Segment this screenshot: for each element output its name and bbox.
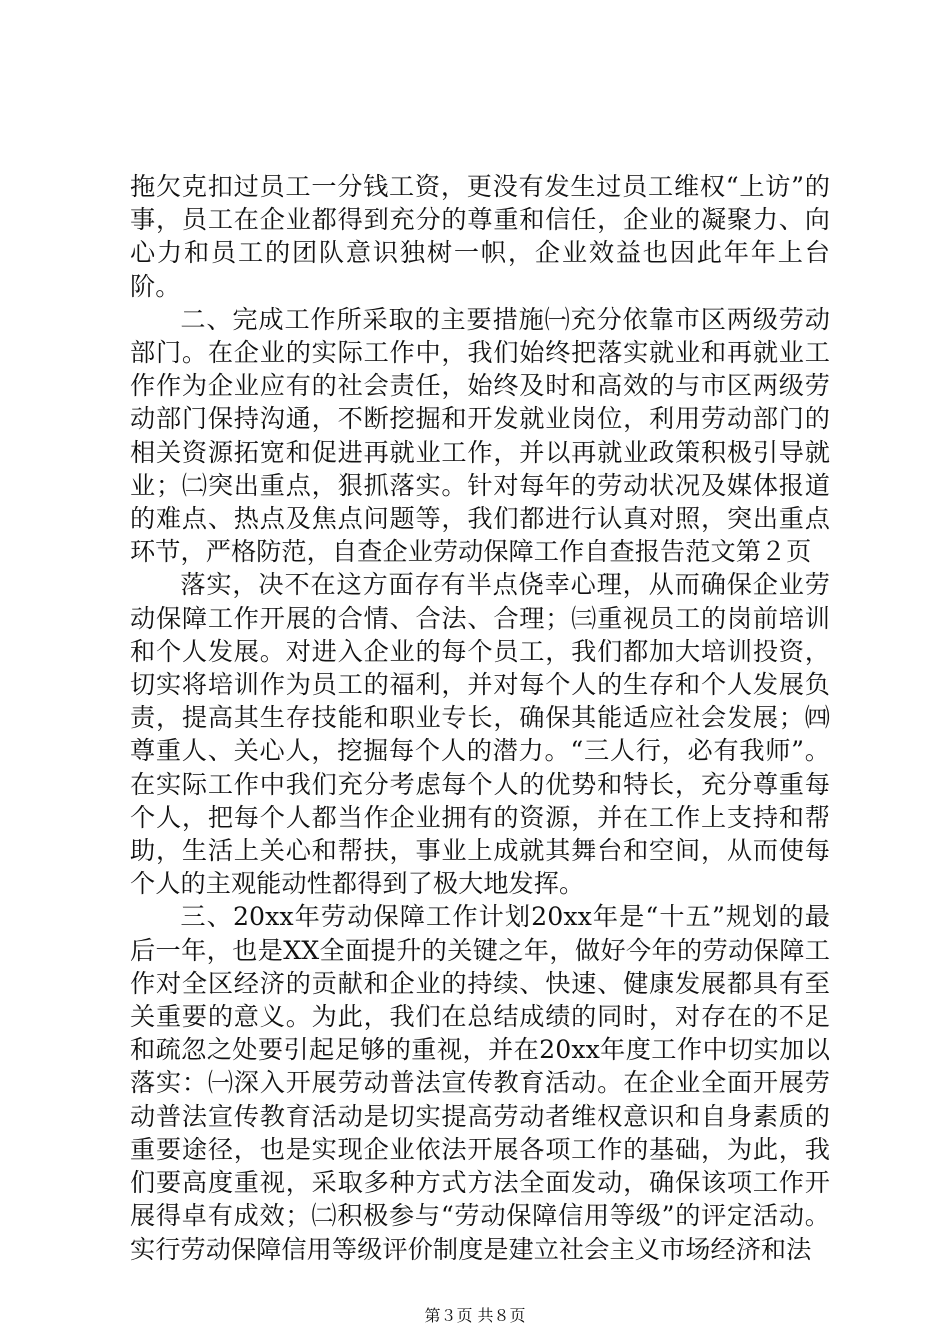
- paragraph-continuation: 拖欠克扣过员工一分钱工资，更没有发生过员工维权“上访”的事，员工在企业都得到充分的尊重和信任，企业的凝聚力、向心力和员工的团队意识独树一帜，企业效益也因此年年上台阶。: [130, 172, 830, 301]
- page-number: 第３页 共８页: [424, 1306, 526, 1325]
- paragraph-measures-continued: 落实，决不在这方面存有半点侥幸心理，从而确保企业劳动保障工作开展的合情、合法、合理；㈢重视员工的岗前培训和个人发展。对进入企业的每个员工，我们都加大培训投资，切实将培训作为员工的福利，并对每个人的生存和个人发展负责，提高其生存技能和职业专长，确保其能适应社会发展；㈣尊重人、关心人，挖掘每个人的潜力。“三人行，必有我师”。在实际工作中我们充分考虑每个人的优势和特长，充分尊重每个人，把每个人都当作企业拥有的资源，并在工作上支持和帮助，生活上关心和帮扶，事业上成就其舞台和空间，从而使每个人的主观能动性都得到了极大地发挥。: [130, 570, 830, 899]
- paragraph-measures: 二、完成工作所采取的主要措施㈠充分依靠市区两级劳动部门。在企业的实际工作中，我们始终把落实就业和再就业工作作为企业应有的社会责任，始终及时和高效的与市区两级劳动部门保持沟通，不断挖掘和开发就业岗位，利用劳动部门的相关资源拓宽和促进再就业工作，并以再就业政策积极引导就业；㈡突出重点，狠抓落实。针对每年的劳动状况及媒体报道的难点、热点及焦点问题等，我们都进行认真对照，突出重点环节，严格防范，自查企业劳动保障工作自查报告范文第２页: [130, 304, 830, 567]
- paragraph-work-plan: 三、20xx年劳动保障工作计划20xx年是“十五”规划的最后一年，也是XX全面提升的关键之年，做好今年的劳动保障工作对全区经济的贡献和企业的持续、快速、健康发展都具有至关重要的意义。为此，我们在总结成绩的同时，对存在的不足和疏忽之处要引起足够的重视，并在20xx年度工作中切实加以落实：㈠深入开展劳动普法宣传教育活动。在企业全面开展劳动普法宣传教育活动是切实提高劳动者维权意识和自身素质的重要途径，也是实现企业依法开展各项工作的基础，为此，我们要高度重视，采取多种方式方法全面发动，确保该项工作开展得卓有成效；㈡积极参与“劳动保障信用等级”的评定活动。实行劳动保障信用等级评价制度是建立社会主义市场经济和法: [130, 902, 830, 1264]
- page-footer: [0, 1306, 950, 1326]
- document-body: [130, 170, 830, 1266]
